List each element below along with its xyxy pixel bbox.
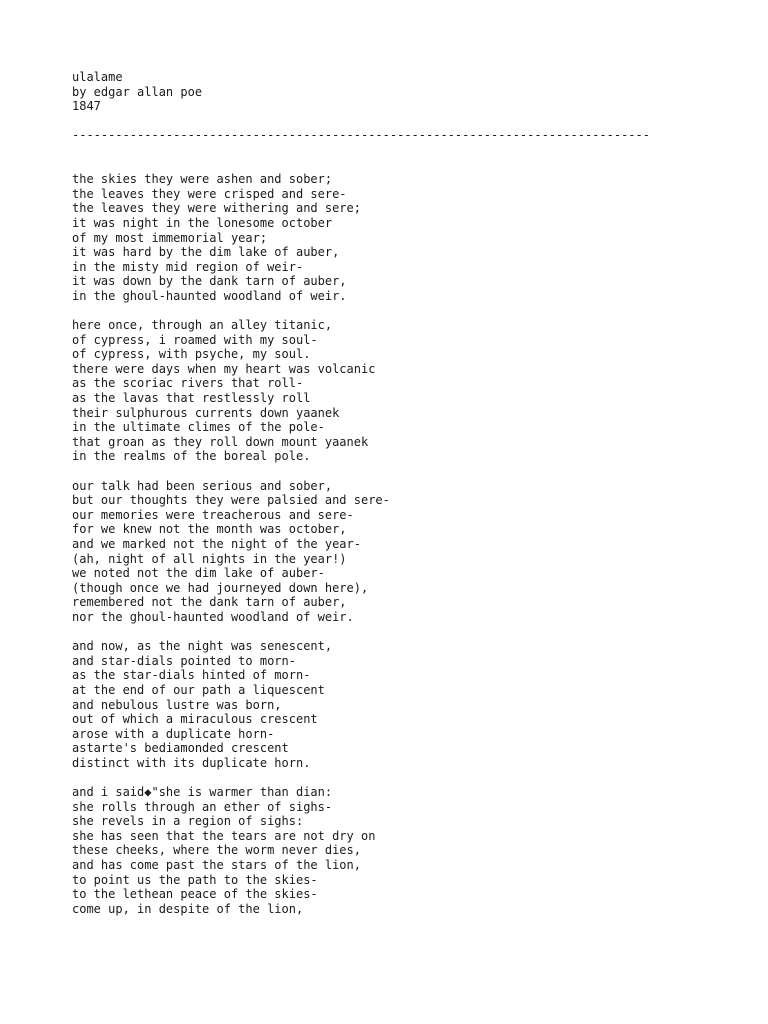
publication-year: 1847	[72, 99, 101, 114]
poem-line: she has seen that the tears are not dry on	[72, 828, 376, 843]
poem-line: at the end of our path a liquescent	[72, 682, 325, 697]
poem-line: she revels in a region of sighs:	[72, 814, 304, 829]
poem-line: our talk had been serious and sober,	[72, 478, 333, 493]
poem-line: distinct with its duplicate horn.	[72, 755, 311, 770]
poem-line: here once, through an alley titanic,	[72, 318, 333, 333]
stanza	[72, 318, 752, 464]
poem-line: as the lavas that restlessly roll	[72, 391, 311, 406]
poem-line: the leaves they were withering and sere;	[72, 201, 361, 216]
poem-line: remembered not the dank tarn of auber,	[72, 595, 347, 610]
poem-line: it was hard by the dim lake of auber,	[72, 245, 340, 260]
poem-line: astarte's bediamonded crescent	[72, 741, 289, 756]
poem-line: it was down by the dank tarn of auber,	[72, 274, 347, 289]
poem-line: our memories were treacherous and sere-	[72, 507, 354, 522]
poem-line: and star-dials pointed to morn-	[72, 653, 296, 668]
poem-line: and now, as the night was senescent,	[72, 639, 333, 654]
poem-line: the skies they were ashen and sober;	[72, 172, 333, 187]
poem-line: (ah, night of all nights in the year!)	[72, 551, 347, 566]
poem-line: in the ultimate climes of the pole-	[72, 420, 325, 435]
poem-line: in the realms of the boreal pole.	[72, 449, 311, 464]
poem-line: in the ghoul-haunted woodland of weir.	[72, 288, 347, 303]
poem-line: of cypress, with psyche, my soul.	[72, 347, 311, 362]
poem-body	[72, 172, 752, 916]
poem-line: of cypress, i roamed with my soul-	[72, 332, 318, 347]
document-header	[72, 70, 752, 114]
poem-line: come up, in despite of the lion,	[72, 901, 304, 916]
poem-line: these cheeks, where the worm never dies,	[72, 843, 361, 858]
poem-line: that groan as they roll down mount yaanek	[72, 434, 369, 449]
document-page	[72, 70, 752, 931]
author-byline: by edgar allan poe	[72, 84, 203, 99]
stanza	[72, 172, 752, 303]
poem-line: to the lethean peace of the skies-	[72, 887, 318, 902]
poem-line: their sulphurous currents down yaanek	[72, 405, 340, 420]
poem-line: as the scoriac rivers that roll-	[72, 376, 304, 391]
stanza	[72, 785, 752, 916]
stanza	[72, 639, 752, 770]
stanza	[72, 479, 752, 625]
poem-line: arose with a duplicate horn-	[72, 726, 275, 741]
poem-line: nor the ghoul-haunted woodland of weir.	[72, 609, 354, 624]
poem-line: as the star-dials hinted of morn-	[72, 668, 311, 683]
poem-line: and nebulous lustre was born,	[72, 697, 282, 712]
poem-line: to point us the path to the skies-	[72, 872, 318, 887]
poem-line: in the misty mid region of weir-	[72, 259, 304, 274]
poem-title: ulalame	[72, 70, 123, 84]
poem-line: we noted not the dim lake of auber-	[72, 566, 325, 581]
poem-line: but our thoughts they were palsied and sere-	[72, 493, 390, 508]
poem-line: it was night in the lonesome october	[72, 215, 333, 230]
poem-line: for we knew not the month was october,	[72, 522, 347, 537]
poem-line: she rolls through an ether of sighs-	[72, 799, 333, 814]
poem-line: (though once we had journeyed down here),	[72, 580, 369, 595]
poem-line: out of which a miraculous crescent	[72, 712, 318, 727]
poem-line: the leaves they were crisped and sere-	[72, 186, 347, 201]
poem-line: and we marked not the night of the year-	[72, 537, 361, 551]
poem-line: of my most immemorial year;	[72, 230, 268, 245]
poem-line: there were days when my heart was volcanic	[72, 361, 376, 376]
header-divider: --------------------------------------------------------------------------------	[72, 128, 650, 143]
poem-line: and has come past the stars of the lion,	[72, 858, 361, 873]
poem-line: and i said◆"she is warmer than dian:	[72, 785, 333, 800]
